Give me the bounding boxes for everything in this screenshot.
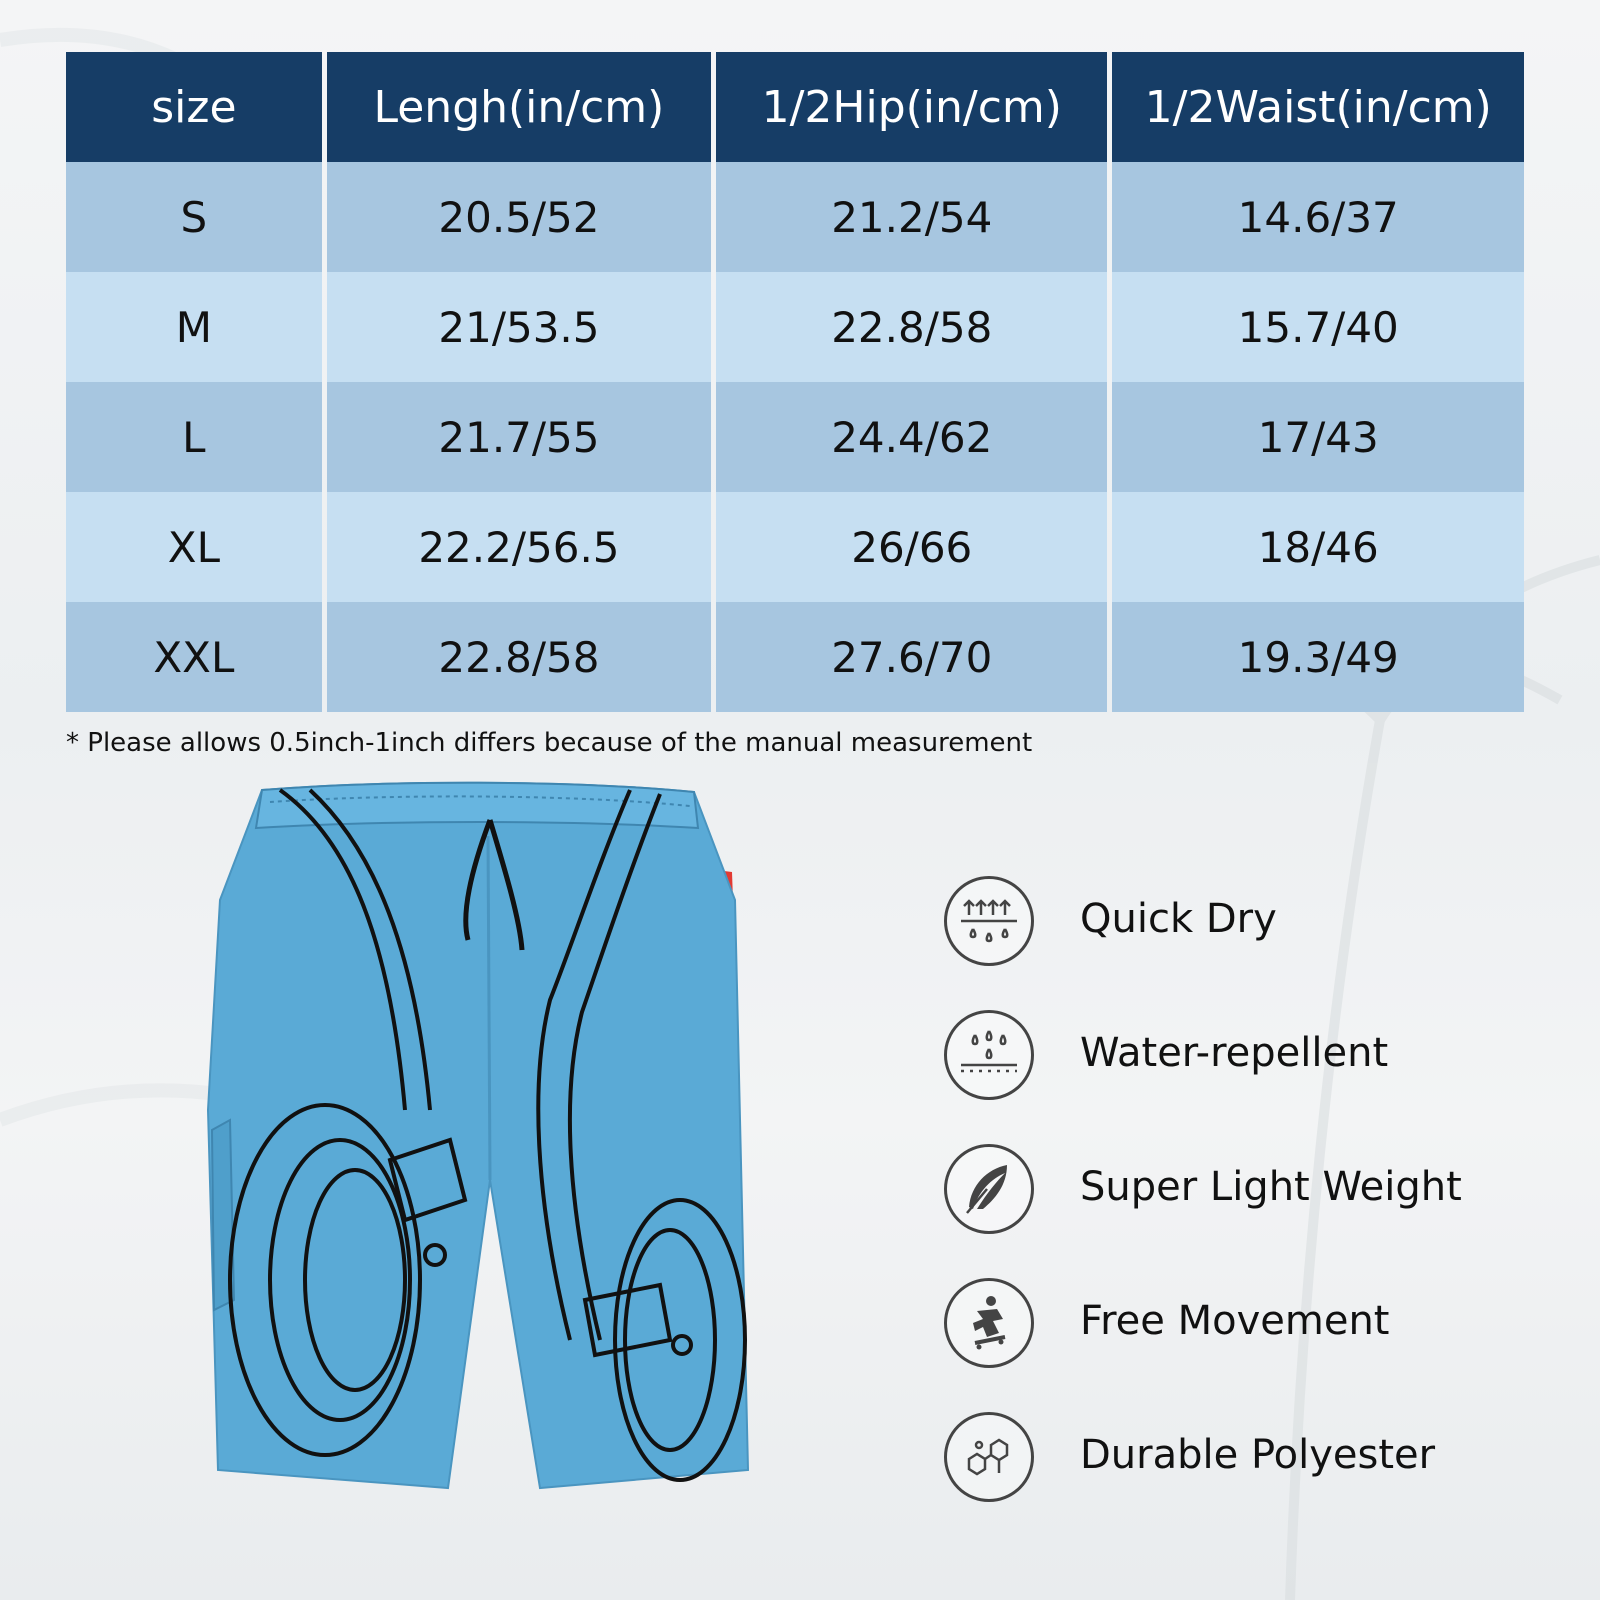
- cell-length: 21.7/55: [327, 382, 711, 492]
- cell-size: M: [66, 272, 322, 382]
- cell-size: XXL: [66, 602, 322, 712]
- feature-label: Water-repellent: [1080, 1030, 1389, 1076]
- header-length: Lengh(in/cm): [327, 52, 711, 162]
- water-repellent-icon: [944, 1010, 1034, 1100]
- feature-label: Super Light Weight: [1080, 1164, 1462, 1210]
- feature-list: [944, 876, 1504, 1546]
- feature-label: Free Movement: [1080, 1298, 1390, 1344]
- feature-item-super-light-weight: [944, 1144, 1504, 1278]
- cell-waist: 19.3/49: [1112, 602, 1524, 712]
- header-size: size: [66, 52, 322, 162]
- cell-waist: 14.6/37: [1112, 162, 1524, 272]
- table-row: [66, 162, 1524, 272]
- measurement-note: * Please allows 0.5inch-1inch differs because of the manual measurement: [66, 728, 1033, 758]
- table-row: [66, 602, 1524, 712]
- cell-size: S: [66, 162, 322, 272]
- feature-item-free-movement: [944, 1278, 1504, 1412]
- cell-length: 22.2/56.5: [327, 492, 711, 602]
- cell-hip: 24.4/62: [716, 382, 1107, 492]
- cell-hip: 21.2/54: [716, 162, 1107, 272]
- feature-label: Quick Dry: [1080, 896, 1277, 942]
- feature-item-durable-polyester: [944, 1412, 1504, 1546]
- table-row: [66, 272, 1524, 382]
- table-row: [66, 492, 1524, 602]
- board-shorts-image: [190, 780, 770, 1580]
- header-half-hip: 1/2Hip(in/cm): [716, 52, 1107, 162]
- feature-label: Durable Polyester: [1080, 1432, 1436, 1478]
- cell-length: 21/53.5: [327, 272, 711, 382]
- skateboarder-icon: [944, 1278, 1034, 1368]
- feature-item-water-repellent: [944, 1010, 1504, 1144]
- cell-hip: 26/66: [716, 492, 1107, 602]
- feature-item-quick-dry: [944, 876, 1504, 1010]
- cell-size: XL: [66, 492, 322, 602]
- feather-icon: [944, 1144, 1034, 1234]
- cell-waist: 17/43: [1112, 382, 1524, 492]
- cell-hip: 22.8/58: [716, 272, 1107, 382]
- table-header-row: [66, 52, 1524, 162]
- cell-length: 20.5/52: [327, 162, 711, 272]
- table-row: [66, 382, 1524, 492]
- cell-size: L: [66, 382, 322, 492]
- molecule-icon: [944, 1412, 1034, 1502]
- cell-hip: 27.6/70: [716, 602, 1107, 712]
- cell-waist: 18/46: [1112, 492, 1524, 602]
- header-half-waist: 1/2Waist(in/cm): [1112, 52, 1524, 162]
- size-chart-table: [61, 52, 1529, 712]
- cell-length: 22.8/58: [327, 602, 711, 712]
- quick-dry-icon: [944, 876, 1034, 966]
- cell-waist: 15.7/40: [1112, 272, 1524, 382]
